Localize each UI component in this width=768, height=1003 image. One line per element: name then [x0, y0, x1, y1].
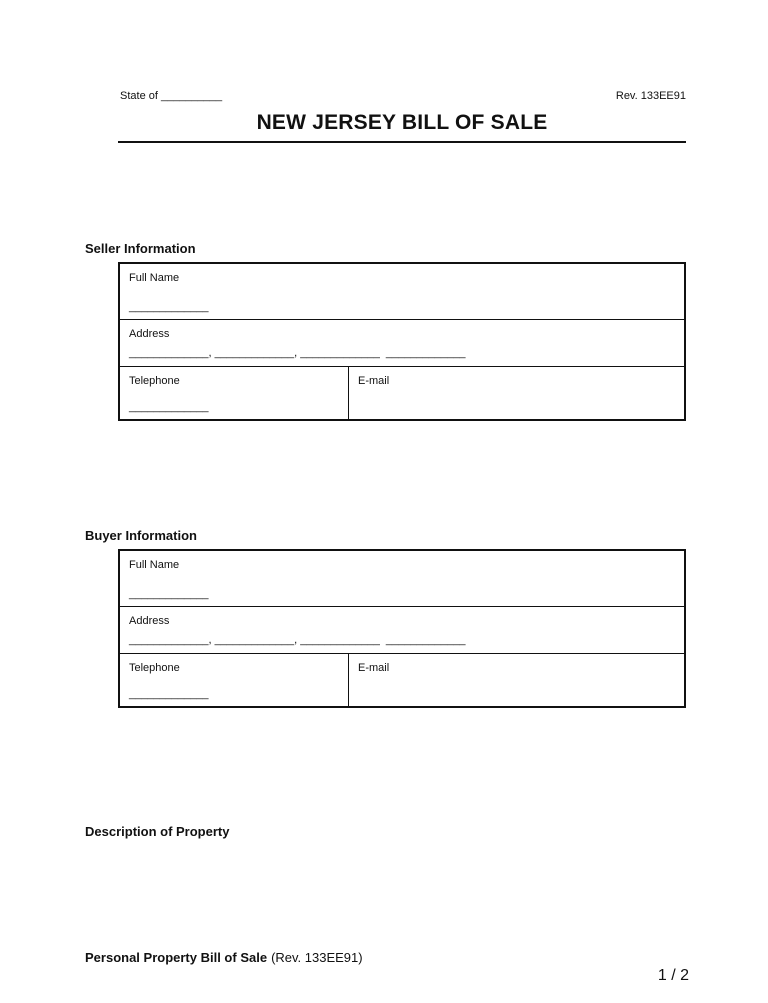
- address-blank: _____________, _____________, _____________ _____________: [129, 634, 466, 646]
- state-of-blank: __________: [160, 90, 223, 102]
- full-name-label: Full Name: [129, 272, 180, 284]
- title-divider: [118, 141, 686, 143]
- buyer-info-table: [118, 549, 686, 708]
- seller-full-name-cell: [120, 264, 684, 319]
- address-blank: _____________, _____________, _____________ _____________: [129, 347, 466, 359]
- footer-doc-title-bold: Personal Property Bill of Sale: [85, 950, 268, 965]
- address-label: Address: [129, 328, 170, 340]
- footer-doc-title: [85, 950, 363, 966]
- state-of-label: State of: [120, 90, 161, 102]
- seller-info-table: [118, 262, 686, 421]
- email-label: E-mail: [358, 661, 390, 674]
- seller-telephone-cell: [120, 367, 349, 420]
- buyer-address-cell: [120, 607, 684, 653]
- full-name-label: Full Name: [129, 559, 180, 571]
- full-name-blank: _____________: [129, 301, 209, 313]
- description-section-heading: Description of Property: [85, 824, 230, 839]
- buyer-full-name-cell: [120, 551, 684, 606]
- buyer-full-name-row: [120, 551, 684, 607]
- seller-contact-row: [120, 367, 684, 420]
- telephone-label: Telephone: [129, 374, 180, 387]
- page-title: NEW JERSEY BILL OF SALE: [256, 111, 548, 134]
- document-header: [120, 89, 686, 103]
- email-label: E-mail: [358, 374, 390, 387]
- state-of-line: [120, 89, 222, 103]
- seller-section-heading: Seller Information: [85, 241, 196, 256]
- footer-doc-revision: (Rev. 133EE91): [271, 950, 363, 965]
- buyer-contact-row: [120, 654, 684, 707]
- telephone-blank: _____________: [129, 401, 209, 413]
- seller-email-cell: [349, 367, 684, 420]
- telephone-blank: _____________: [129, 688, 209, 700]
- page-number: 1 / 2: [657, 967, 689, 984]
- buyer-email-cell: [349, 654, 684, 707]
- revision-label: Rev. 133EE91: [615, 90, 686, 102]
- full-name-blank: _____________: [129, 588, 209, 600]
- telephone-label: Telephone: [129, 661, 180, 674]
- buyer-section-heading: Buyer Information: [85, 528, 197, 543]
- seller-address-row: [120, 320, 684, 367]
- seller-full-name-row: [120, 264, 684, 320]
- seller-address-cell: [120, 320, 684, 366]
- buyer-address-row: [120, 607, 684, 654]
- buyer-telephone-cell: [120, 654, 349, 707]
- address-label: Address: [129, 615, 170, 627]
